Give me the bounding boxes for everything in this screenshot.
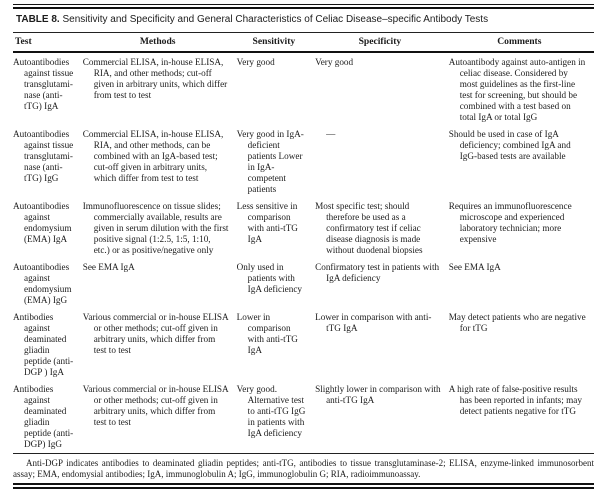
cell-methods: Commercial ELISA, in-house ELISA, RIA, and other methods, can be combined with an IgA-based test; cut-off given in arbitrary units, which differ from test to test — [82, 129, 224, 183]
cell-comments: Should be used in case of IgA deficiency; combined IgA and IgG-based tests are available — [448, 129, 571, 161]
table-row — [13, 262, 594, 312]
column-header-methods: Methods — [83, 33, 237, 52]
cell-specificity: Most specific test; should therefore be used as a confirmatory test if celiac disease diagnosis is made without duodenal biopsies — [315, 201, 423, 255]
bottom-rule — [13, 483, 594, 489]
table-row — [13, 201, 594, 262]
cell-specificity: — — [326, 129, 336, 139]
column-header-test: Test — [13, 33, 83, 52]
cell-methods: Commercial ELISA, in-house ELISA, RIA, and other methods; cut-off given in arbitrary units, which differ from test to test — [82, 57, 228, 100]
table-caption — [13, 9, 594, 32]
cell-methods: Immunofluorescence on tissue slides; commercially available, results are given in serum dilution with the first positive signal (1:2.5, 1:5, 1:10, etc.) or as positive/negative only — [82, 201, 229, 255]
cell-sensitivity: Very good. Alternative test to anti-tTG IgG in patients with IgA deficiency — [236, 384, 306, 438]
table-row — [13, 312, 594, 384]
cell-test: Antibodies against deaminated gliadin peptide (anti-DGP) IgG — [13, 384, 74, 449]
column-header-sensitivity: Sensitivity — [237, 33, 315, 52]
cell-test: Antibodies against deaminated gliadin peptide (anti-DGP ) IgA — [13, 312, 74, 377]
table-caption-text: Sensitivity and Specificity and General Characteristics of Celiac Disease–specific Antibody Tests — [62, 14, 489, 25]
cell-test: Autoantibodies against tissue transglutami-nase (anti-tTG) IgG — [13, 129, 74, 183]
table-row — [13, 129, 594, 201]
cell-methods: See EMA IgA — [82, 262, 135, 272]
cell-comments: Autoantibody against auto-antigen in celiac disease. Considered by most guidelines as the first-line test for screening, but should be combined with a test based on total IgA or total IgG — [448, 57, 586, 122]
footnote-rule — [13, 453, 594, 454]
cell-comments: Requires an immunofluorescence microscope and experienced laboratory technician; more expensive — [448, 201, 572, 244]
table-footnote: Anti-DGP indicates antibodies to deaminated gliadin peptides; anti-tTG, antibodies to tissue transglutaminase-2; ELISA, enzyme-linked immunosorbent assay; EMA, endomysial antibodies; IgA, immunoglobulin A; IgG, immunoglobulin G; RIA, radioimmunoassay. — [13, 458, 594, 479]
cell-sensitivity: Very good — [236, 57, 275, 67]
cell-methods: Various commercial or in-house ELISA or other methods; cut-off given in arbitrary units, which differ from test to test — [82, 384, 229, 427]
column-header-comments: Comments — [449, 33, 594, 52]
celiac-antibody-table — [13, 33, 594, 453]
table-row — [13, 52, 594, 129]
cell-specificity: Confirmatory test in patients with IgA deficiency — [315, 262, 440, 283]
column-header-specificity: Specificity — [315, 33, 449, 52]
cell-specificity: Very good — [315, 57, 354, 67]
table-caption-label: TABLE 8. — [16, 14, 60, 25]
cell-comments: A high rate of false-positive results has been reported in infants; may detect patients negative for tTG — [448, 384, 582, 416]
cell-specificity: Lower in comparison with anti-tTG IgA — [315, 312, 432, 333]
cell-sensitivity: Only used in patients with IgA deficiency — [236, 262, 303, 294]
cell-sensitivity: Very good in IgA-deficient patients Lower in IgA-competent patients — [236, 129, 304, 194]
table-row — [13, 384, 594, 453]
cell-specificity: Slightly lower in comparison with anti-tTG IgA — [315, 384, 441, 405]
cell-comments: See EMA IgA — [448, 262, 501, 272]
cell-test: Autoantibodies against endomysium (EMA) IgA — [13, 201, 72, 244]
cell-test: Autoantibodies against tissue transglutami-nase (anti-tTG) IgA — [13, 57, 74, 111]
cell-test: Autoantibodies against endomysium (EMA) IgG — [13, 262, 72, 305]
cell-comments: May detect patients who are negative for tTG — [448, 312, 586, 333]
cell-sensitivity: Less sensitive in comparison with anti-tTG IgA — [236, 201, 298, 244]
table-header-row — [13, 33, 594, 52]
cell-methods: Various commercial or in-house ELISA or other methods; cut-off given in arbitrary units, which differ from test to test — [82, 312, 229, 355]
cell-sensitivity: Lower in comparison with anti-tTG IgA — [236, 312, 298, 355]
